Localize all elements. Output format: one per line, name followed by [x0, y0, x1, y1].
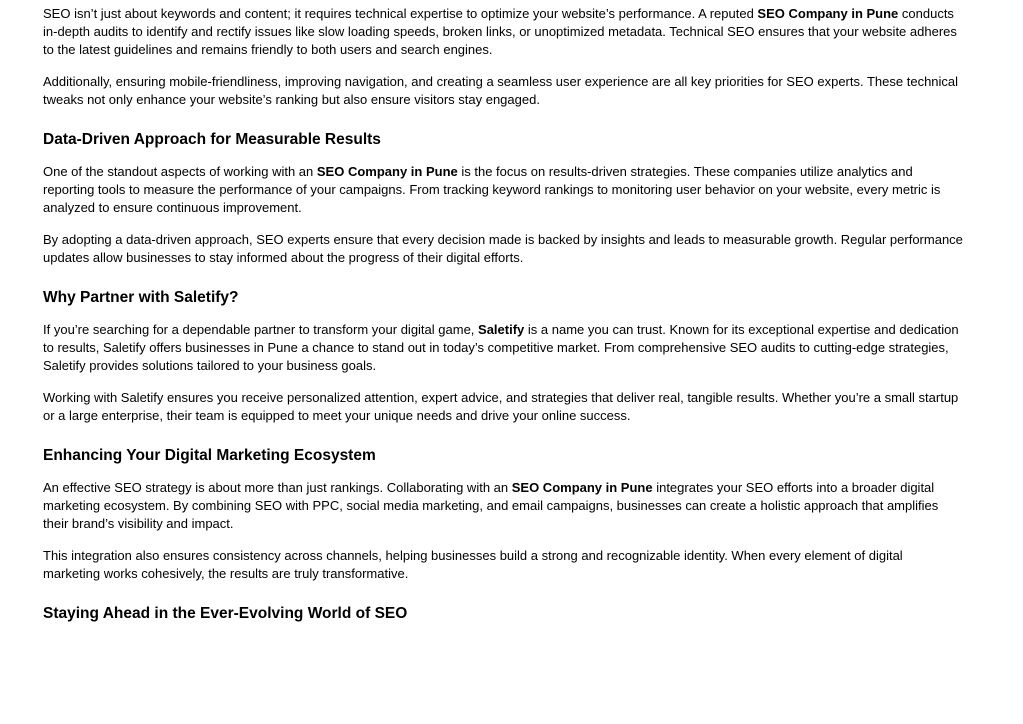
- bold-keyword: Saletify: [478, 322, 525, 337]
- bold-keyword: SEO Company in Pune: [316, 164, 458, 179]
- paragraph-text: An effective SEO strategy is about more than just rankings. Collaborating with an: [43, 480, 512, 495]
- section-heading: Why Partner with Saletify?: [43, 289, 239, 306]
- body-paragraph: [43, 231, 963, 267]
- paragraph-text: is a name you can trust. Known for its exceptional expertise and dedication to results, Saletify offers businesses in Pune a chance to stand out in today’s competitive market. From comprehensive SEO audits to cutting-edge strategies, Saletify provides solutions tailored to your business goals.: [43, 322, 959, 373]
- body-paragraph: [43, 389, 963, 425]
- paragraph-text: Working with Saletify ensures you receive personalized attention, expert advice, and strategies that deliver real, tangible results. Whether you’re a small startup or a large enterprise, their team is equipped to meet your unique needs and drive your online success.: [43, 390, 959, 423]
- section-heading: Data-Driven Approach for Measurable Results: [43, 131, 381, 148]
- paragraph-text: integrates your SEO efforts into a broader digital marketing ecosystem. By combining SEO with PPC, social media marketing, and email campaigns, businesses can create a holistic approach that amplifies their brand’s visibility and impact.: [43, 480, 939, 531]
- document-body: [43, 5, 963, 637]
- body-paragraph: [43, 163, 963, 217]
- body-paragraph: [43, 321, 963, 375]
- paragraph-text: conducts in-depth audits to identify and rectify issues like slow loading speeds, broken links, or unoptimized metadata. Technical SEO ensures that your website adheres to the latest guidelines and remains friendly to both users and search engines.: [43, 6, 957, 57]
- body-paragraph: [43, 479, 963, 533]
- paragraph-text: is the focus on results-driven strategies. These companies utilize analytics and reporting tools to measure the performance of your campaigns. From tracking keyword rankings to monitoring user behavior on your website, every metric is analyzed to ensure continuous improvement.: [43, 164, 941, 215]
- body-paragraph: [43, 5, 963, 59]
- paragraph-text: Additionally, ensuring mobile-friendliness, improving navigation, and creating a seamless user experience are all key priorities for SEO experts. These technical tweaks not only enhance your website’s ranking but also ensure visitors stay engaged.: [43, 74, 959, 107]
- paragraph-text: By adopting a data-driven approach, SEO experts ensure that every decision made is backed by insights and leads to measurable growth. Regular performance updates allow businesses to stay informed about the progress of their digital efforts.: [43, 232, 963, 265]
- paragraph-text: If you’re searching for a dependable partner to transform your digital game,: [43, 322, 479, 337]
- paragraph-text: This integration also ensures consistency across channels, helping businesses build a strong and recognizable identity. When every element of digital marketing works cohesively, the results are truly transformative.: [43, 548, 903, 581]
- paragraph-text: One of the standout aspects of working with an: [43, 164, 317, 179]
- paragraph-text: SEO isn’t just about keywords and content; it requires technical expertise to optimize your website’s performance. A reputed: [43, 6, 758, 21]
- bold-keyword: SEO Company in Pune: [511, 480, 653, 495]
- section-heading: Staying Ahead in the Ever-Evolving World of SEO: [43, 605, 408, 622]
- body-paragraph: [43, 547, 963, 583]
- bold-keyword: SEO Company in Pune: [757, 6, 899, 21]
- section-heading: Enhancing Your Digital Marketing Ecosystem: [43, 447, 376, 464]
- body-paragraph: [43, 73, 963, 109]
